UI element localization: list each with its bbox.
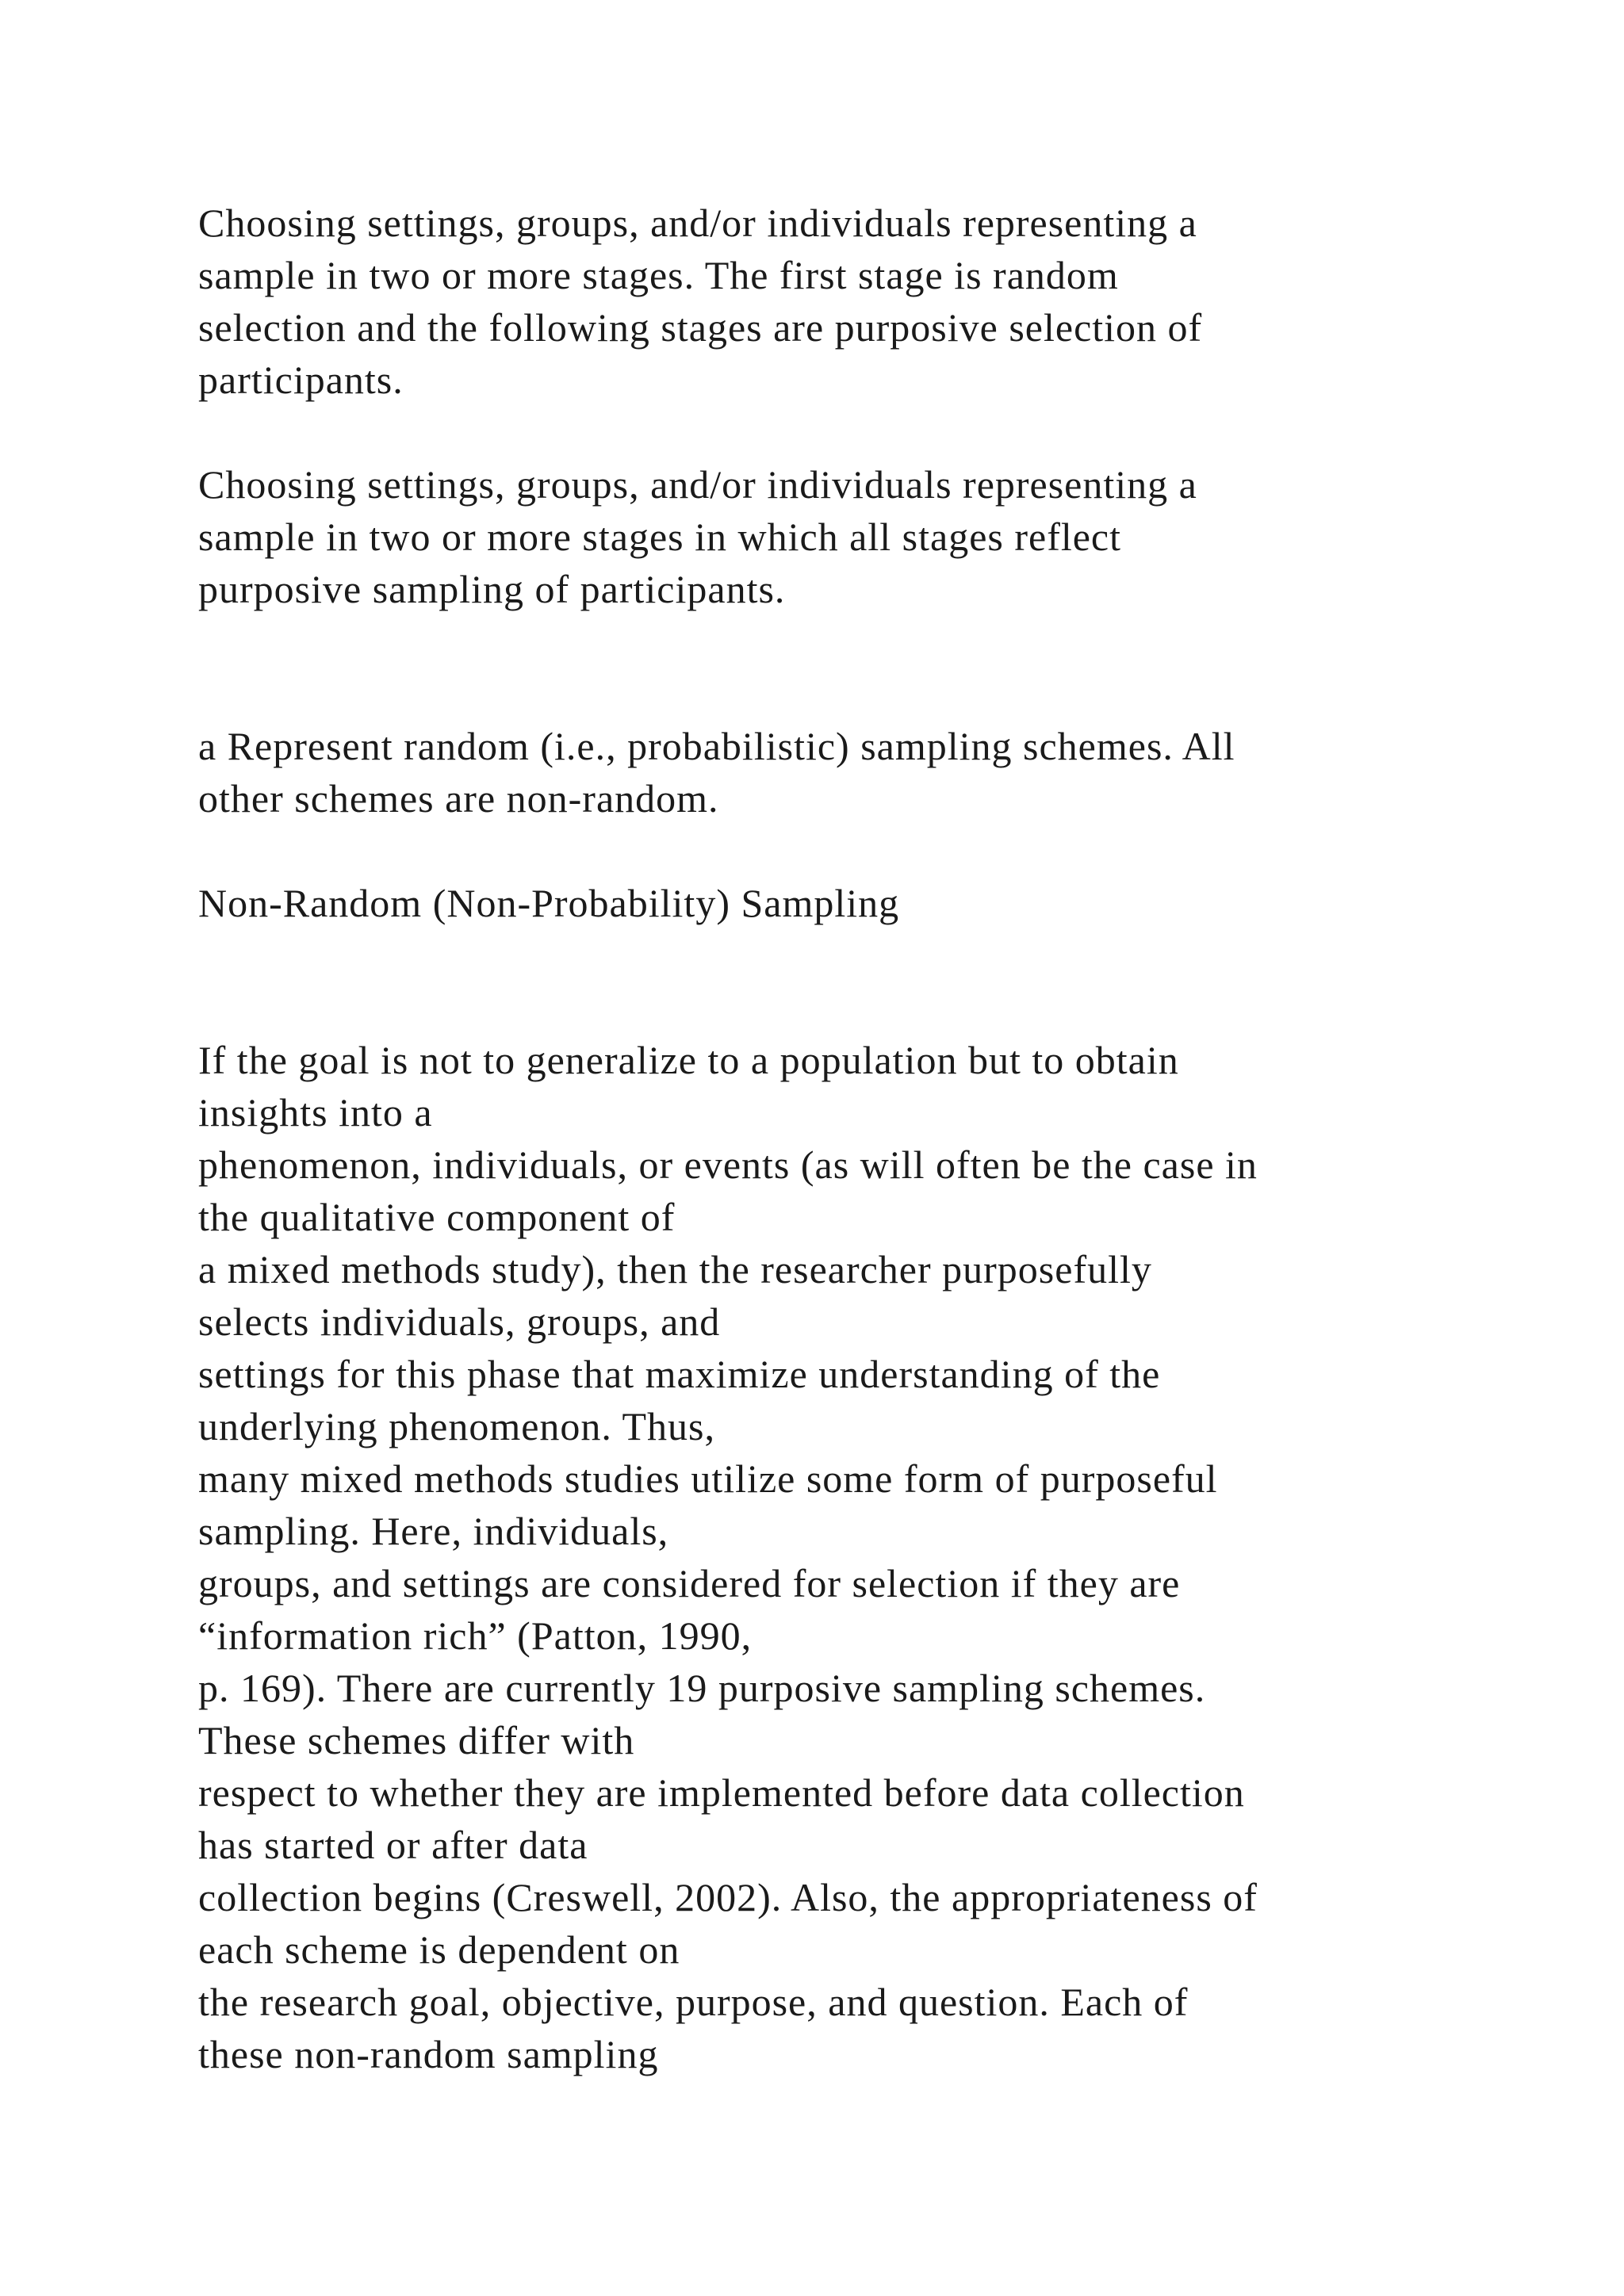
text-line: p. 169). There are currently 19 purposive sampling schemes. — [198, 1666, 1206, 1710]
text-line: insights into a — [198, 1090, 433, 1135]
text-line: has started or after data — [198, 1823, 588, 1867]
text-line: underlying phenomenon. Thus, — [198, 1404, 715, 1448]
text-line: settings for this phase that maximize understanding of the — [198, 1352, 1161, 1396]
paragraph-spacer — [198, 929, 1467, 1034]
section-heading — [198, 877, 1467, 929]
paragraph-spacer — [198, 825, 1467, 877]
table-footnote — [198, 720, 1467, 825]
text-line: other schemes are non-random. — [198, 776, 719, 821]
text-line: the qualitative component of — [198, 1195, 676, 1239]
text-line: many mixed methods studies utilize some form of purposeful — [198, 1456, 1218, 1501]
text-line: If the goal is not to generalize to a population but to obtain — [198, 1038, 1179, 1082]
text-line: “information rich” (Patton, 1990, — [198, 1613, 753, 1658]
text-line: these non-random sampling — [198, 2032, 659, 2076]
text-line: groups, and settings are considered for selection if they are — [198, 1561, 1181, 1605]
paragraph-multistage-random-purposive — [198, 197, 1467, 406]
text-line: Choosing settings, groups, and/or individuals representing a — [198, 462, 1197, 507]
text-line: Choosing settings, groups, and/or individuals representing a — [198, 201, 1197, 245]
text-line: collection begins (Creswell, 2002). Also, the appropriateness of — [198, 1875, 1258, 1919]
paragraph-spacer — [198, 615, 1467, 720]
paragraph-spacer — [198, 406, 1467, 458]
text-line: a Represent random (i.e., probabilistic) sampling schemes. All — [198, 724, 1235, 768]
text-line: selects individuals, groups, and — [198, 1299, 721, 1344]
text-line: respect to whether they are implemented before data collection — [198, 1770, 1245, 1815]
paragraph-multistage-purposive — [198, 458, 1467, 615]
document-body — [198, 197, 1467, 2080]
text-line: purposive sampling of participants. — [198, 567, 786, 611]
text-line: the research goal, objective, purpose, and question. Each of — [198, 1980, 1189, 2024]
text-line: These schemes differ with — [198, 1718, 635, 1762]
text-line: selection and the following stages are purposive selection of — [198, 305, 1203, 350]
text-line: sample in two or more stages. The first stage is random — [198, 253, 1119, 297]
text-line: phenomenon, individuals, or events (as will often be the case in — [198, 1142, 1258, 1187]
text-line: sampling. Here, individuals, — [198, 1509, 669, 1553]
text-line: each scheme is dependent on — [198, 1927, 680, 1972]
heading-text: Non-Random (Non-Probability) Sampling — [198, 881, 900, 925]
text-line: sample in two or more stages in which all stages reflect — [198, 515, 1122, 559]
text-line: a mixed methods study), then the researcher purposefully — [198, 1247, 1152, 1292]
paragraph-non-random-sampling — [198, 1034, 1467, 2080]
text-line: participants. — [198, 358, 404, 402]
